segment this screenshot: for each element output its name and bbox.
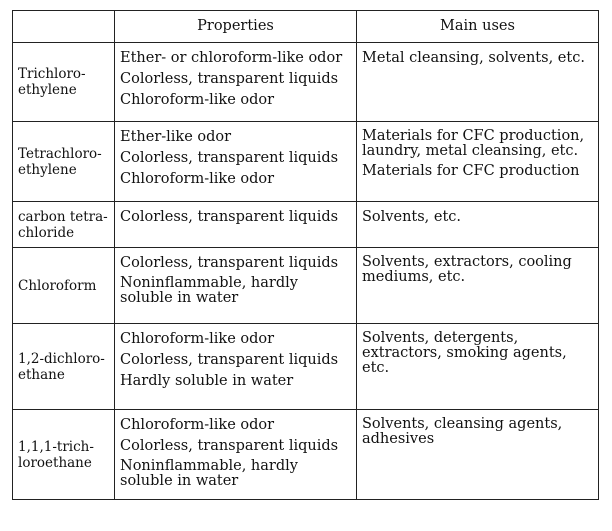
property-line: Colorless, transparent liquids	[120, 71, 339, 87]
main-uses-cell	[357, 248, 599, 324]
header-row	[13, 11, 599, 43]
use-line: Metal cleansing, solvents, etc.	[362, 50, 585, 66]
property-line: Ether-like odor	[120, 129, 232, 145]
main-uses-cell	[357, 324, 599, 410]
main-uses-cell	[357, 43, 599, 122]
header-properties: Properties	[115, 11, 357, 43]
property-line: Chloroform-like odor	[120, 331, 275, 347]
use-line: Solvents, cleansing agents, adhesives	[362, 416, 563, 447]
table-row	[13, 43, 599, 122]
property-line: Chloroform-like odor	[120, 171, 275, 187]
main-uses-cell	[357, 202, 599, 248]
substance-name: Trichloro- ethylene	[13, 43, 115, 122]
solvent-properties-table	[12, 10, 599, 500]
table-row	[13, 202, 599, 248]
table-row	[13, 122, 599, 202]
properties-cell	[115, 410, 357, 500]
properties-cell	[115, 248, 357, 324]
property-line: Ether- or chloroform-like odor	[120, 50, 343, 66]
use-line: Solvents, detergents, extractors, smoking agents, etc.	[362, 330, 567, 376]
property-line: Colorless, transparent liquids	[120, 438, 339, 454]
header-main-uses: Main uses	[357, 11, 599, 43]
property-line: Chloroform-like odor	[120, 92, 275, 108]
substance-name: Tetrachloro- ethylene	[13, 122, 115, 202]
main-uses-cell	[357, 122, 599, 202]
property-line: Chloroform-like odor	[120, 417, 275, 433]
property-line: Colorless, transparent liquids	[120, 255, 339, 271]
substance-name: carbon tetra- chloride	[13, 202, 115, 248]
substance-name: Chloroform	[13, 248, 115, 324]
property-line: Hardly soluble in water	[120, 373, 294, 389]
properties-cell	[115, 324, 357, 410]
property-line: Noninflammable, hardly soluble in water	[120, 275, 298, 306]
table-body	[13, 43, 599, 500]
property-line: Colorless, transparent liquids	[120, 352, 339, 368]
properties-cell	[115, 202, 357, 248]
use-line: Solvents, extractors, cooling mediums, etc.	[362, 254, 572, 285]
properties-cell	[115, 122, 357, 202]
table-row	[13, 410, 599, 500]
table-row	[13, 248, 599, 324]
use-line: Materials for CFC production	[362, 163, 580, 179]
property-line: Colorless, transparent liquids	[120, 150, 339, 166]
substance-name: 1,2-dichloro- ethane	[13, 324, 115, 410]
property-line: Noninflammable, hardly soluble in water	[120, 458, 298, 489]
header-blank-cell	[13, 11, 115, 43]
property-line: Colorless, transparent liquids	[120, 209, 339, 225]
properties-cell	[115, 43, 357, 122]
table-row	[13, 324, 599, 410]
substance-name: 1,1,1-trich- loroethane	[13, 410, 115, 500]
main-uses-cell	[357, 410, 599, 500]
use-line: Solvents, etc.	[362, 209, 462, 225]
use-line: Materials for CFC production, laundry, metal cleansing, etc.	[362, 128, 585, 159]
